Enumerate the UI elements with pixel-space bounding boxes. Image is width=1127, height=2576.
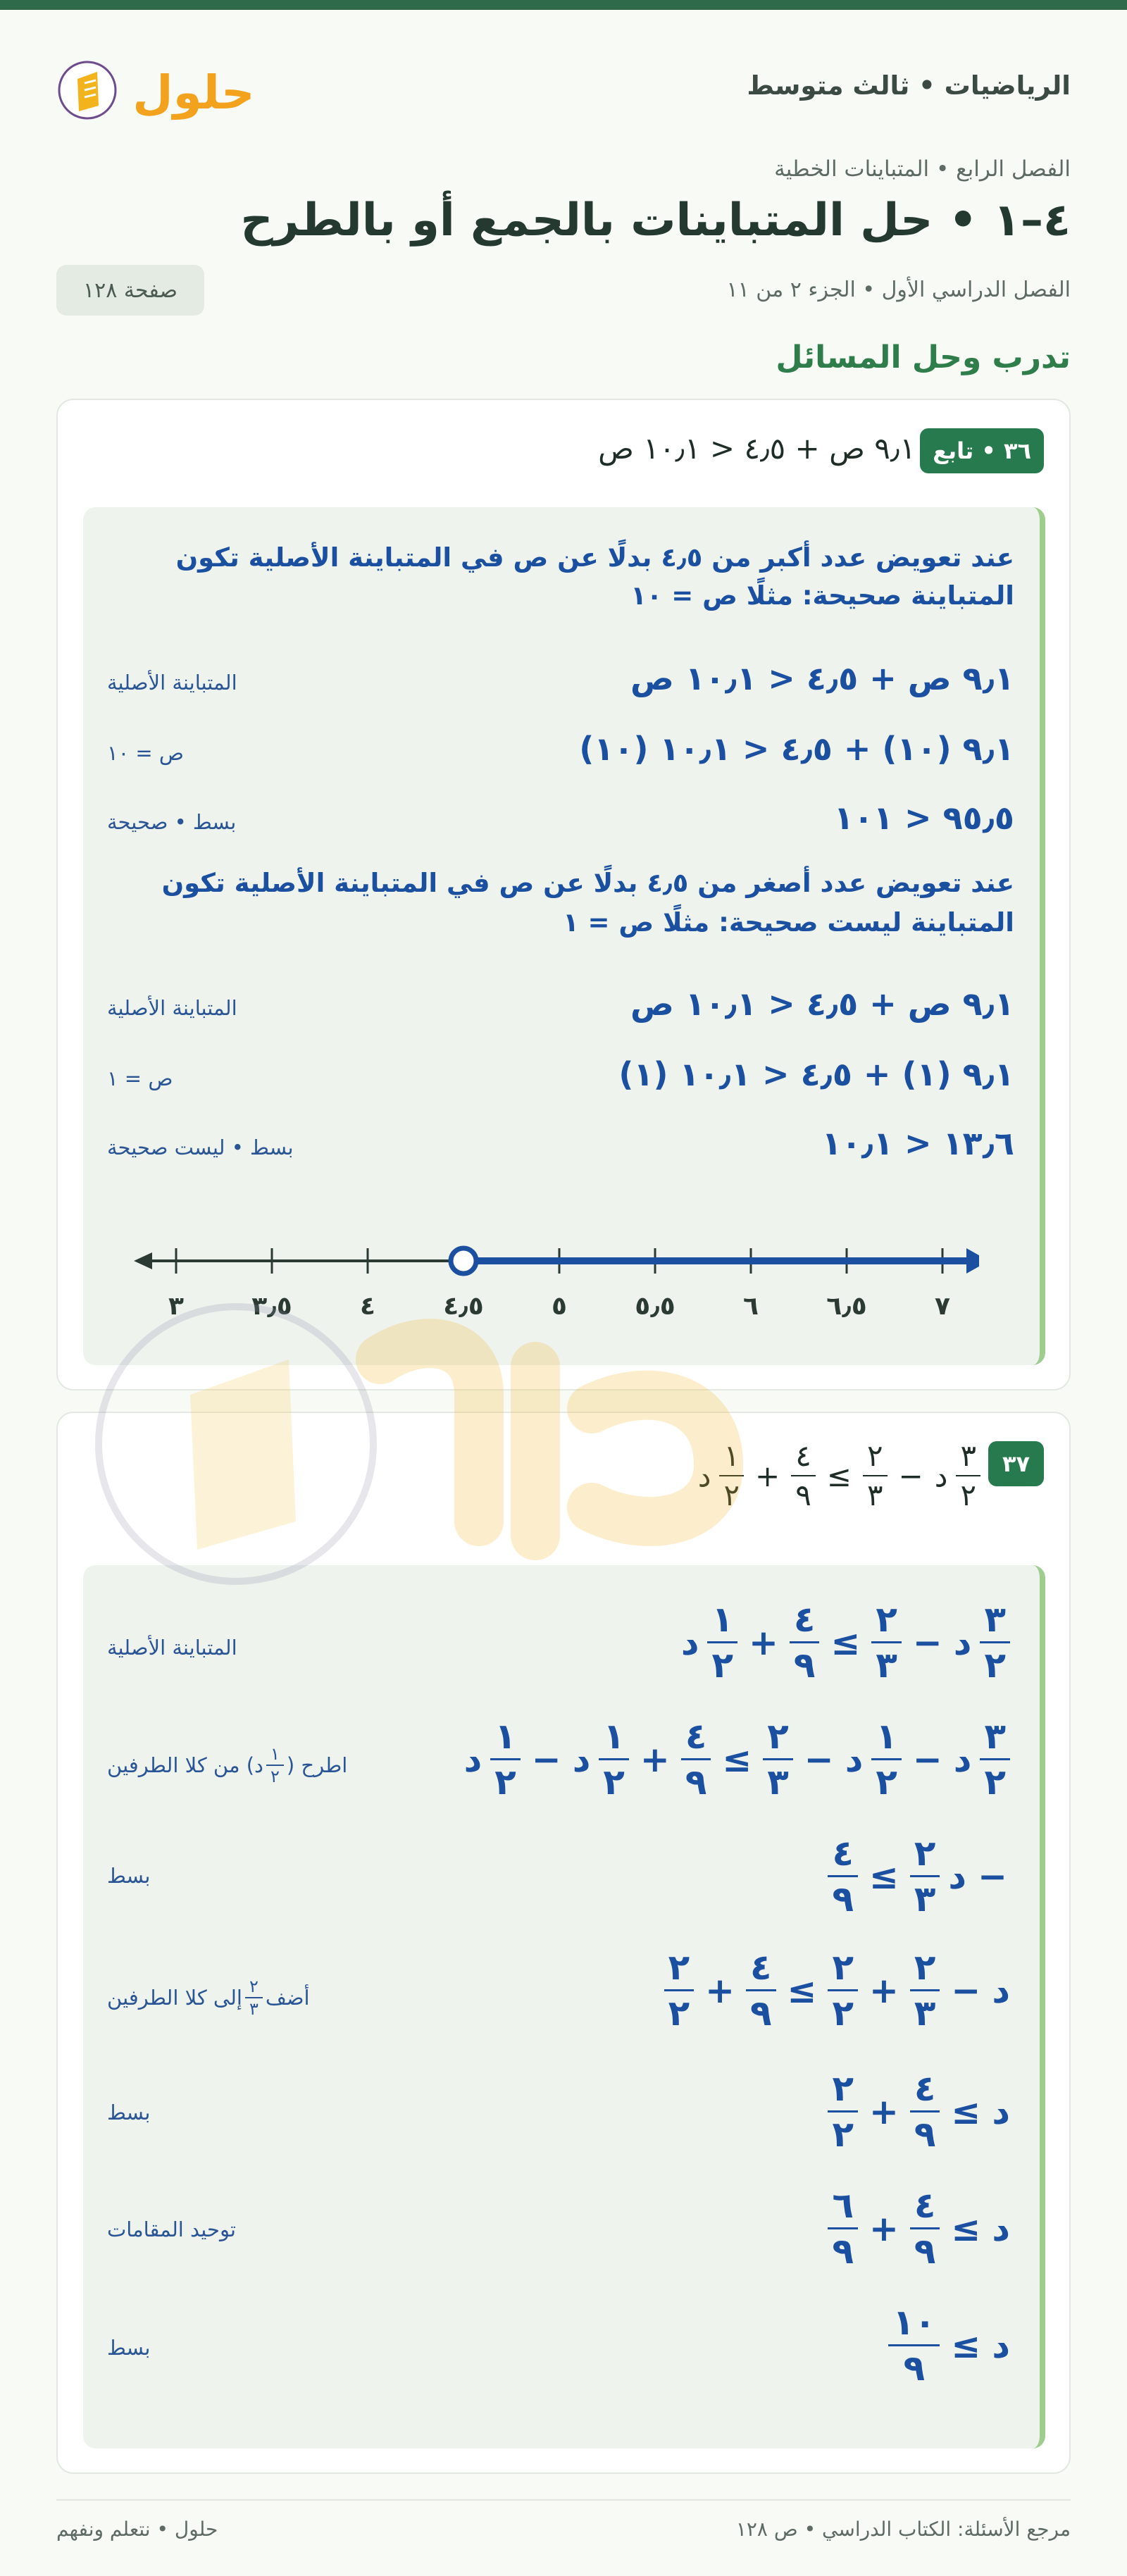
footer-divider	[56, 2499, 1071, 2501]
question-number-badge: ٣٧	[988, 1441, 1044, 1486]
case1-step-2-note: ص = ١٠	[107, 741, 184, 765]
case2-step-1: ٩٫١ ص + ٤٫٥ < ١٠٫١ ص	[630, 985, 1014, 1023]
step-1-note: المتباينة الأصلية	[107, 1636, 237, 1660]
step-7-note: بسط	[107, 2336, 151, 2360]
case1-step-3: ٩٥٫٥ < ١٠١	[833, 799, 1014, 837]
question-number-badge: ٣٦ • تابع	[920, 428, 1044, 473]
tick-label: ٣	[168, 1292, 184, 1317]
logo-wordmark: حلول	[132, 66, 255, 120]
step-5-note: بسط	[107, 2101, 151, 2124]
open-endpoint	[451, 1248, 476, 1274]
step-3-simplify: − د ٢ ٣ ≥ ٤ ٩	[823, 1836, 1014, 1917]
tick-label: ٦٫٥	[826, 1292, 867, 1317]
step-6-note: توحيد المقامات	[107, 2217, 237, 2241]
section-heading: تدرب وحل المسائل	[776, 340, 1071, 375]
case2-step-2-note: ص = ١	[107, 1066, 173, 1090]
step-6-common-denominator: د ≥ ٤ ٩ + ٦ ٩	[823, 2188, 1014, 2269]
fraction: ٣ ٢	[956, 1441, 980, 1510]
case1-explanation-line2: المتباينة صحيحة: مثلًا ص = ١٠	[630, 580, 1014, 611]
case1-step-2: ٩٫١ (١٠) + ٤٫٥ < ١٠٫١ (١٠)	[579, 730, 1014, 768]
step-7-final: د ≥ ١٠ ٩	[884, 2305, 1014, 2386]
tick-label: ٣٫٥	[251, 1292, 292, 1317]
tick-label: ٤	[360, 1292, 375, 1317]
case2-step-3-note: بسط • ليست صحيحة	[107, 1135, 294, 1159]
semester-label: الفصل الدراسي الأول • الجزء ٢ من ١١	[726, 278, 1071, 302]
number-line	[134, 1233, 979, 1317]
step-4-note: أضف ٢ ٣ إلى كلا الطرفين	[107, 1977, 310, 2019]
fraction: ١ ٢	[719, 1441, 744, 1510]
case2-step-1-note: المتباينة الأصلية	[107, 996, 237, 1020]
question-statement: ٩٫١ ص + ٤٫٥ < ١٠٫١ ص	[598, 431, 916, 466]
step-2-note: اطرح ( ١ ٢ د) من كلا الطرفين	[107, 1744, 348, 1786]
solution-ray-arrow	[966, 1248, 979, 1274]
question-37-card	[56, 1412, 1071, 2474]
case2-explanation-line2: المتباينة ليست صحيحة: مثلًا ص = ١	[563, 907, 1014, 938]
hulul-logo	[56, 44, 268, 135]
page-header	[56, 44, 1071, 135]
solution-box	[83, 1565, 1045, 2449]
case1-step-1-note: المتباينة الأصلية	[107, 671, 237, 695]
tick-label: ٦	[743, 1292, 759, 1317]
case1-explanation-line1: عند تعويض عدد أكبر من ٤٫٥ بدلًا عن ص في المتباينة الأصلية تكون	[175, 542, 1014, 573]
case2-step-2: ٩٫١ (١) + ٤٫٥ < ١٠٫١ (١)	[618, 1055, 1014, 1093]
page-number-badge: صفحة ١٢٨	[56, 265, 204, 316]
step-1-original: ٣ ٢ د − ٢ ٣ ≥ ٤ ٩ + ١ ٢ د	[677, 1602, 1014, 1683]
footer-brand: حلول • نتعلم ونفهم	[56, 2518, 218, 2541]
step-4-add: د − ٢ ٣ + ٢ ٢ ≥ ٤ ٩ + ٢ ٢	[660, 1950, 1014, 2031]
question-statement: ٣ ٢ د − ٢ ٣ ≥ ٤ ٩ + ١ ٢ د	[694, 1441, 985, 1510]
fraction: ٢ ٣	[863, 1441, 888, 1510]
step-3-note: بسط	[107, 1864, 151, 1888]
chapter-label: الفصل الرابع • المتباينات الخطية	[774, 156, 1071, 182]
tick-label: ٥٫٥	[635, 1292, 675, 1317]
subject-label: الرياضيات • ثالث متوسط	[747, 70, 1071, 101]
tick-label: ٥	[552, 1292, 567, 1317]
top-accent-bar	[0, 0, 1127, 10]
case2-explanation-line1: عند تعويض عدد أصغر من ٤٫٥ بدلًا عن ص في المتباينة الأصلية تكون	[161, 868, 1014, 898]
axis-left-arrow	[134, 1252, 152, 1269]
step-5-simplify: د ≥ ٤ ٩ + ٢ ٢	[823, 2071, 1014, 2152]
question-36-card	[56, 399, 1071, 1390]
tick-label: ٤٫٥	[443, 1292, 484, 1317]
fraction: ٤ ٩	[791, 1441, 816, 1510]
step-2-subtract: ٣ ٢ د − ١ ٢ د − ٢ ٣ ≥ ٤ ٩ + ١ ٢ د − ١ ٢ د	[460, 1719, 1014, 1800]
solution-box	[83, 507, 1045, 1365]
case2-step-3: ١٣٫٦ < ١٠٫١	[821, 1124, 1014, 1162]
tick-label: ٧	[935, 1292, 950, 1317]
footer-reference: مرجع الأسئلة: الكتاب الدراسي • ص ١٢٨	[735, 2518, 1071, 2541]
case1-step-3-note: بسط • صحيحة	[107, 810, 237, 834]
lesson-title: ٤–١ • حل المتباينات بالجمع أو بالطرح	[240, 194, 1071, 247]
case1-step-1: ٩٫١ ص + ٤٫٥ < ١٠٫١ ص	[630, 659, 1014, 697]
